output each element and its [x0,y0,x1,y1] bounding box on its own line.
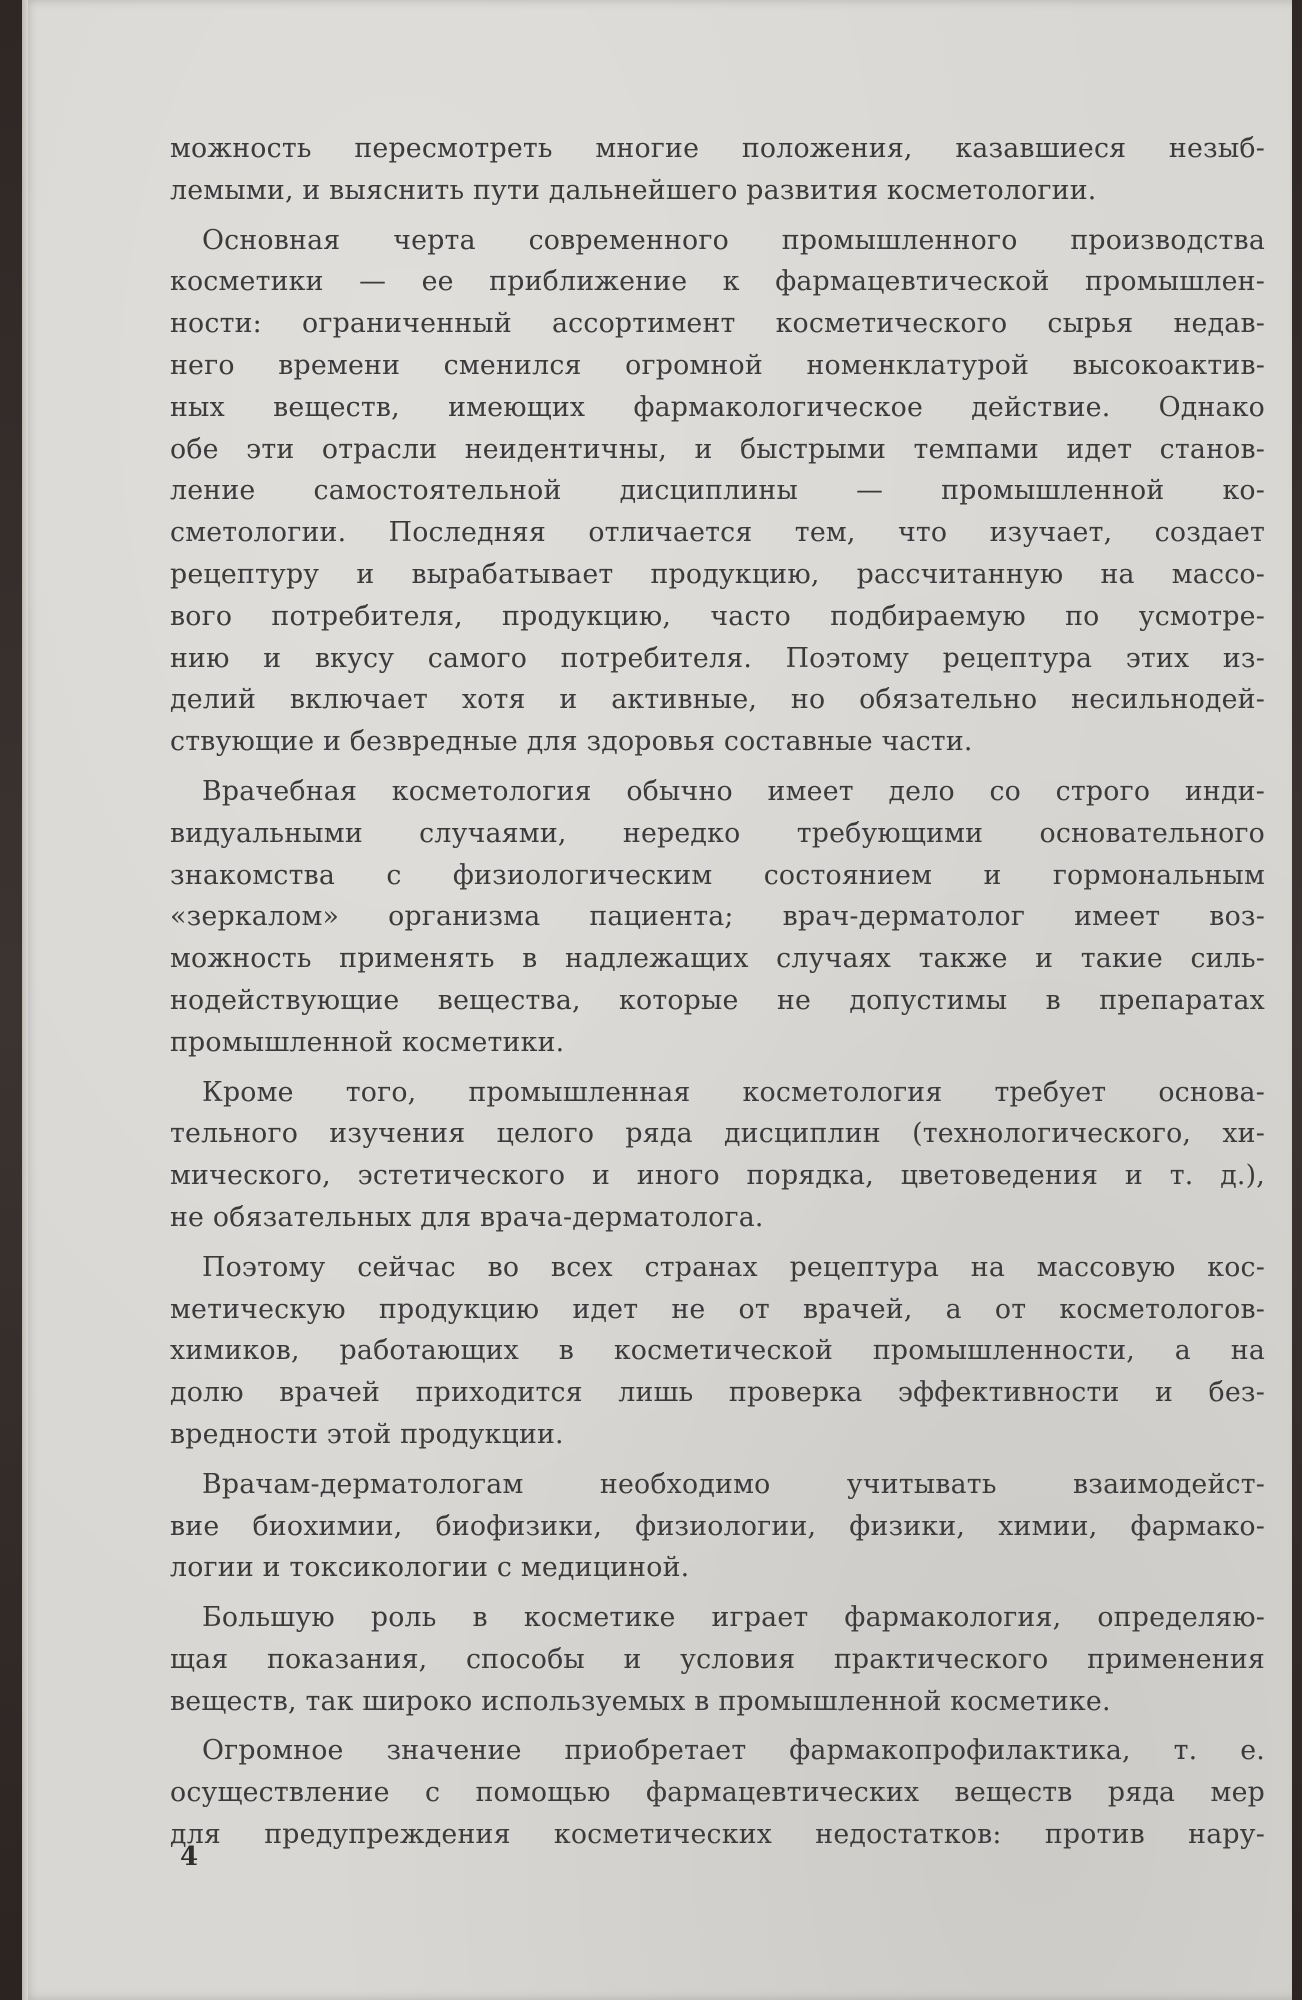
paragraph-gap [170,1456,1265,1464]
text-line: вие биохимии, биофизики, физиологии, физики, химии, фармако- [170,1510,1265,1542]
text-line: ных веществ, имеющих фармакологическое действие. Однако [170,391,1265,423]
text-line: Огромное значение приобретает фармакопрофилактика, т. е. [202,1735,1265,1767]
text-line: щая показания, способы и условия практического применения [170,1643,1265,1675]
paragraph-gap [170,763,1265,771]
paragraph-gap [170,1064,1265,1072]
paragraph-gap [170,212,1265,220]
paragraph [170,220,1265,763]
text-line: мического, эстетического и иного порядка, цветоведения и т. д.), [170,1160,1265,1192]
text-line: химиков, работающих в косметической промышленности, а на [170,1335,1265,1367]
text-line: можность применять в надлежащих случаях также и такие силь- [170,943,1265,975]
text-line: обе эти отрасли неидентичны, и быстрыми темпами идет станов- [170,433,1265,465]
paragraph [170,1730,1265,1855]
paragraph-gap [170,1239,1265,1247]
text-line: вого потребителя, продукцию, часто подбираемую по усмотре- [170,600,1265,632]
text-line: ление самостоятельной дисциплины — промышленной ко- [170,475,1265,507]
text-line: Врачебная косметология обычно имеет дело со строго инди- [202,775,1265,807]
text-line: «зеркалом» организма пациента; врач-дерматолог имеет воз- [170,901,1265,933]
page-number: 4 [180,1842,199,1872]
paragraph [170,1072,1265,1239]
text-line: не обязательных для врача-дерматолога. [170,1201,764,1233]
text-line: сметологии. Последняя отличается тем, что изучает, создает [170,517,1265,549]
text-line: видуальными случаями, нередко требующими основательного [170,817,1265,849]
paragraph [170,1247,1265,1456]
body-text [170,128,1265,1856]
text-line: тельного изучения целого ряда дисциплин (технологического, хи- [170,1118,1265,1150]
text-line: делий включает хотя и активные, но обязательно несильнодей- [170,684,1265,716]
text-line: логии и токсикологии с медициной. [170,1552,690,1584]
text-line: промышленной косметики. [170,1026,565,1058]
text-line: ности: ограниченный ассортимент косметического сырья недав- [170,308,1265,340]
text-line: нодействующие вещества, которые не допустимы в препаратах [170,984,1265,1016]
paragraph-gap [170,1589,1265,1597]
paragraph [170,128,1265,212]
text-line: Большую роль в косметике играет фармакология, определяю- [202,1602,1265,1634]
paragraph [170,1597,1265,1722]
text-line: метическую продукцию идет не от врачей, а от косметологов- [170,1293,1265,1325]
text-line: него времени сменился огромной номенклатурой высокоактив- [170,349,1265,381]
text-line: Поэтому сейчас во всех странах рецептура на массовую кос- [202,1251,1265,1283]
text-line: косметики — ее приближение к фармацевтической промышлен- [170,266,1265,298]
paragraph [170,1464,1265,1589]
page-binding-edge [22,0,28,2000]
text-line: осуществление с помощью фармацевтических веществ ряда мер [170,1777,1265,1809]
text-line: рецептуру и вырабатывает продукцию, рассчитанную на массо- [170,558,1265,590]
text-line: веществ, так широко используемых в промышленной косметике. [170,1685,1111,1717]
text-line: можность пересмотреть многие положения, казавшиеся незыб- [170,133,1265,164]
text-line: лемыми, и выяснить пути дальнейшего развития косметологии. [170,174,1097,206]
text-line: Кроме того, промышленная косметология требует основа- [202,1076,1265,1108]
text-line: нию и вкусу самого потребителя. Поэтому рецептура этих из- [170,642,1265,674]
text-line: вредности этой продукции. [170,1418,564,1450]
text-line: знакомства с физиологическим состоянием и гормональным [170,859,1265,891]
text-line: Врачам-дерматологам необходимо учитывать взаимодейст- [202,1468,1265,1500]
paragraph [170,771,1265,1064]
text-line: ствующие и безвредные для здоровья составные части. [170,726,973,758]
text-line: долю врачей приходится лишь проверка эффективности и без- [170,1377,1265,1409]
text-line: для предупреждения косметических недостатков: против нару- [170,1819,1265,1851]
paragraph-gap [170,1722,1265,1730]
text-line: Основная черта современного промышленного производства [202,224,1265,256]
